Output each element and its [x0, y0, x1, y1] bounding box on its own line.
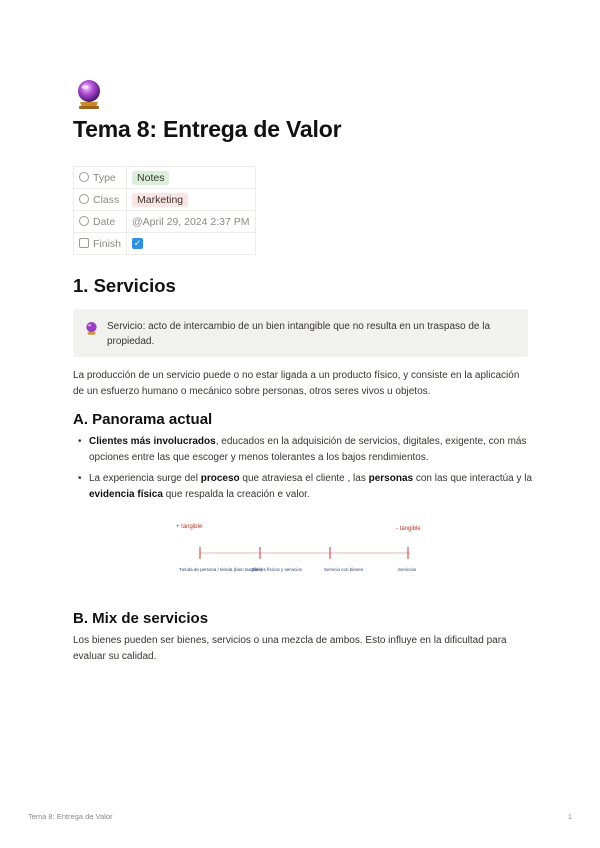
diagram-point-label: Tienda de persona / tienda (bien tangible) — [179, 567, 263, 572]
paragraph: Los bienes pueden ser bienes, servicios o una mezcla de ambos. Esto influye en la dificultad para evaluar su calidad. — [73, 635, 507, 662]
crystal-ball-icon — [84, 321, 99, 336]
property-row-type — [74, 167, 256, 189]
class-tag[interactable]: Marketing — [132, 193, 188, 207]
property-row-date — [74, 211, 256, 233]
page-title: Tema 8: Entrega de Valor — [73, 116, 342, 142]
section-heading-panorama: A. Panorama actual — [73, 411, 213, 428]
property-value[interactable] — [127, 167, 255, 189]
property-value[interactable] — [127, 189, 255, 211]
section-heading-servicios: 1. Servicios — [73, 275, 176, 296]
list-item: • Clientes más involucrados, educados en la adquisición de servicios, digitales, exigente, con más opciones entre las que escoger y menos tolerantes a los bajos rendimientos. — [73, 434, 533, 465]
property-value[interactable] — [127, 211, 255, 233]
tangibility-diagram — [170, 517, 430, 599]
date-value[interactable]: @April 29, 2024 2:37 PM — [132, 215, 250, 228]
property-key: Finish — [74, 233, 127, 255]
callout — [73, 309, 528, 357]
property-key: Class — [74, 189, 127, 211]
clock-icon — [79, 216, 89, 226]
diagram-left-label: + tangible — [176, 524, 203, 530]
checkbox-icon — [79, 238, 89, 248]
callout-text: Servicio: acto de intercambio de un bien intangible que no resulta en un traspaso de la propiedad. — [107, 321, 491, 347]
finish-checkbox[interactable]: ✓ — [133, 238, 142, 249]
property-row-finish — [74, 233, 256, 255]
property-key: Date — [74, 211, 127, 233]
property-value[interactable] — [127, 233, 255, 255]
property-key: Type — [74, 167, 127, 189]
footer-title: Tema 8: Entrega de Valor — [28, 812, 113, 821]
properties-table — [73, 166, 256, 255]
section-heading-mix: B. Mix de servicios — [73, 610, 209, 627]
property-row-class — [74, 189, 256, 211]
list-item: • La experiencia surge del proceso que atraviesa el cliente , las personas con las que interactúa y la evidencia física que respalda la creación e valor. — [73, 471, 533, 502]
diagram-point-label: Bienes físicos y servicios — [252, 567, 303, 572]
diagram-point-label: Servicio con bienes — [324, 567, 364, 572]
crystal-ball-icon — [73, 78, 105, 110]
page-number: 1 — [567, 812, 572, 821]
paragraph: La producción de un servicio puede o no estar ligada a un producto físico, y consiste en la aplicación de un esfuerzo humano o mecánico sobre personas, otros seres vivos u objetos. — [73, 370, 520, 397]
diagram-right-label: - tangible — [396, 526, 421, 532]
type-tag[interactable]: Notes — [132, 171, 169, 185]
diagram-point-label: Servicios — [398, 567, 417, 572]
bullet-list — [73, 434, 533, 508]
list-icon — [79, 172, 89, 182]
list-icon — [79, 194, 89, 204]
